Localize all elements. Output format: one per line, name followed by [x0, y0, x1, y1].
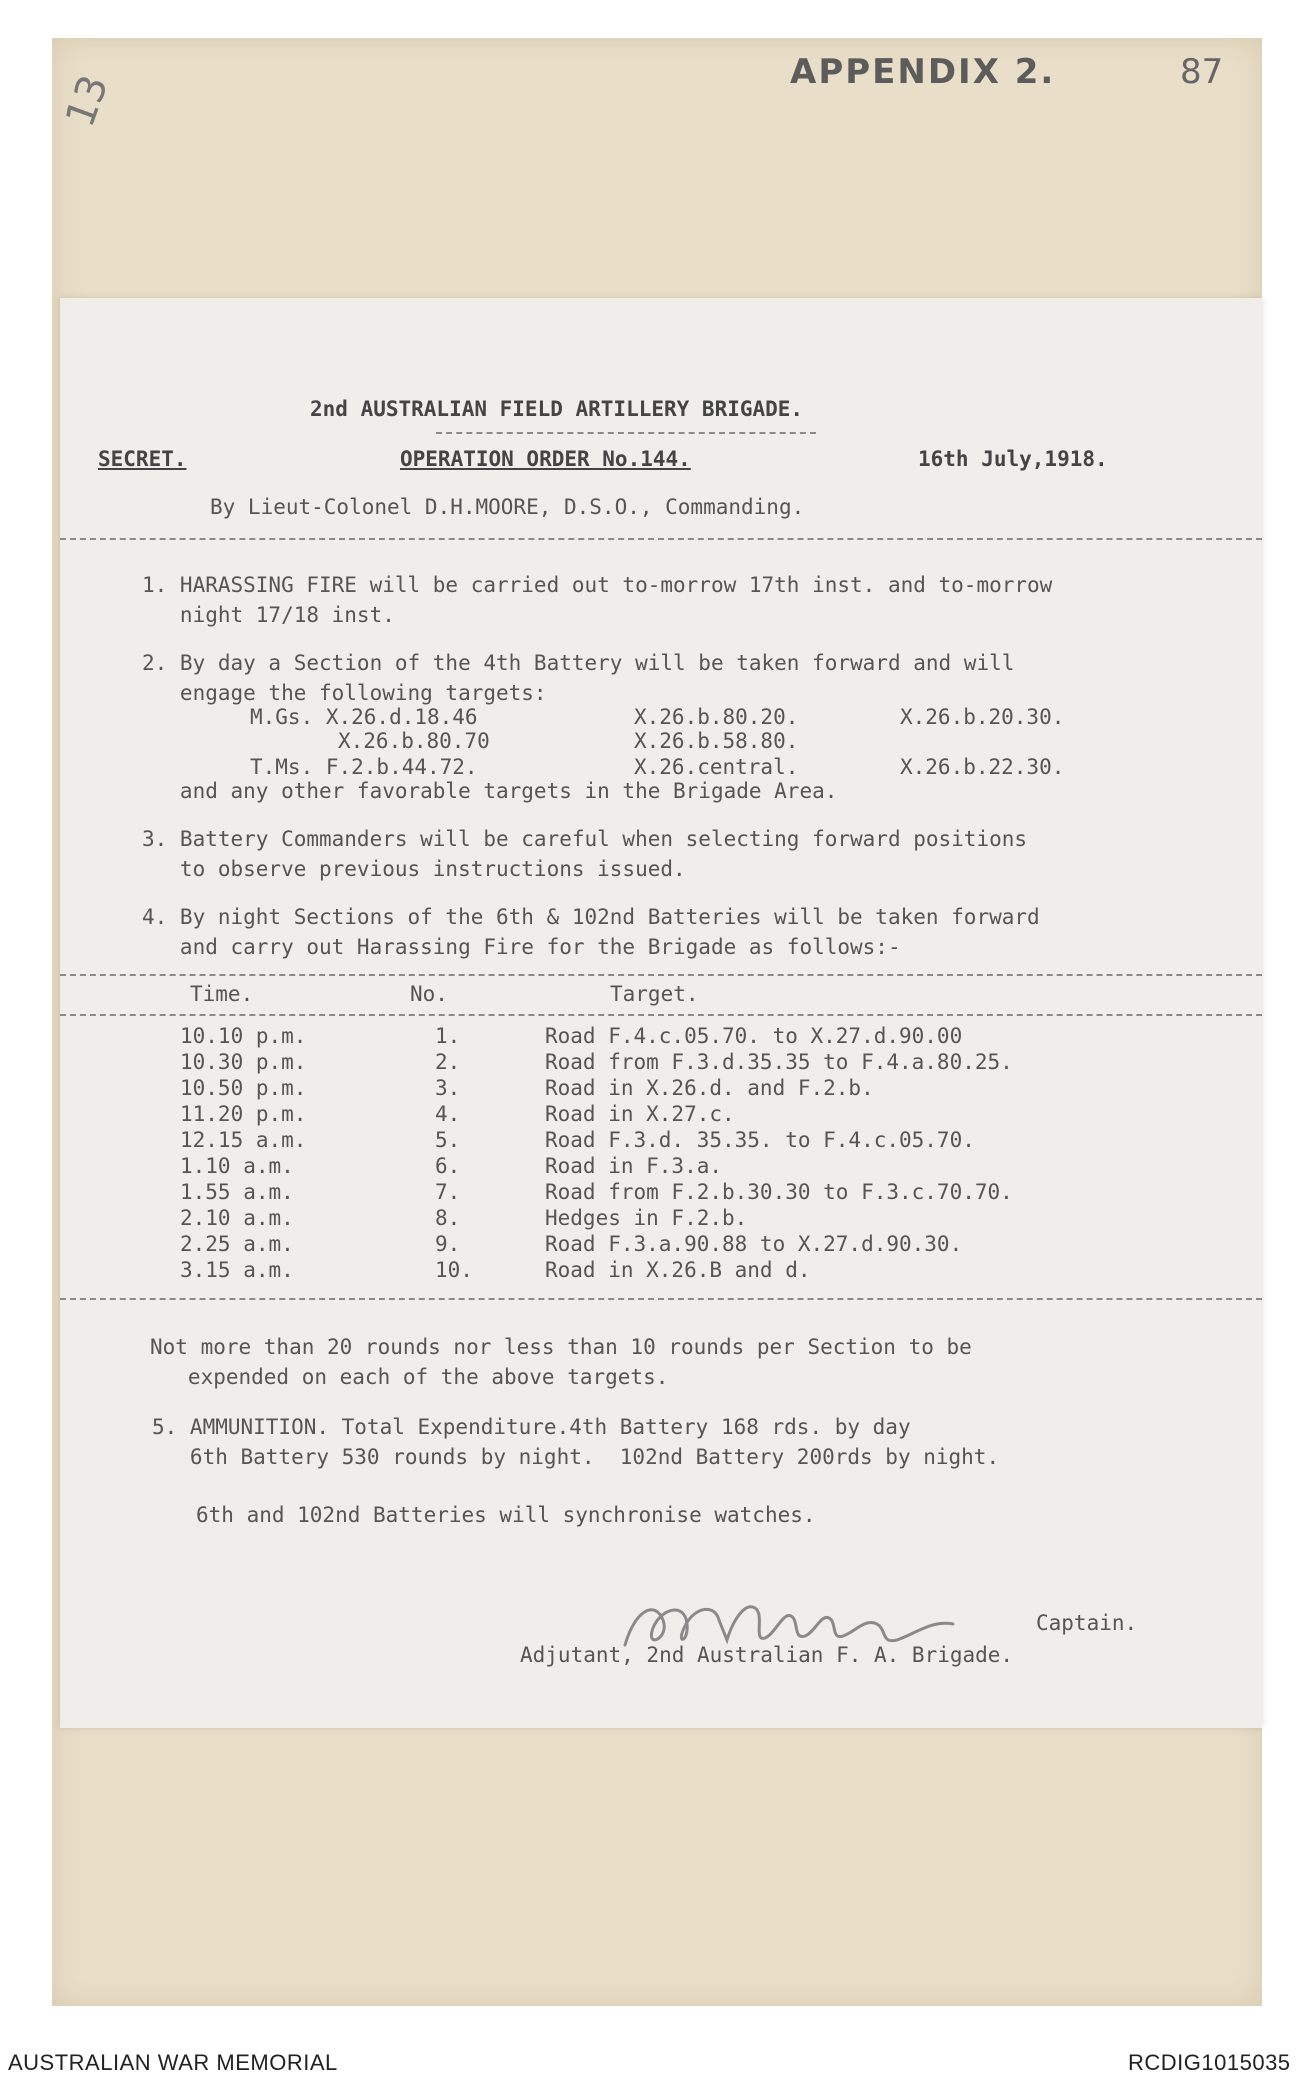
target-cell: Road in F.3.a. [545, 1154, 723, 1178]
paragraph-4-line-2: and carry out Harassing Fire for the Brigade as follows:- [142, 935, 901, 959]
commander-line: By Lieut-Colonel D.H.MOORE, D.S.O., Commanding. [210, 495, 805, 519]
number-cell: 10. [435, 1258, 473, 1282]
time-cell: 1.10 a.m. [180, 1154, 294, 1178]
time-cell: 3.15 a.m. [180, 1258, 294, 1282]
target-cell: Road from F.3.d.35.35 to F.4.a.80.25. [545, 1050, 1013, 1074]
table-row [60, 1206, 1262, 1232]
paragraph-2-line-1: 2. By day a Section of the 4th Battery will be taken forward and will [142, 651, 1015, 675]
time-column-header: Time. [190, 982, 254, 1006]
time-cell: 11.20 p.m. [180, 1102, 307, 1126]
time-cell: 10.30 p.m. [180, 1050, 307, 1074]
heading-underline [436, 432, 816, 434]
target-cell: Hedges in F.2.b. [545, 1206, 748, 1230]
appendix-annotation: APPENDIX 2. [790, 52, 1056, 92]
number-cell: 4. [435, 1102, 461, 1126]
target-cell: Road F.3.d. 35.35. to F.4.c.05.70. [545, 1128, 975, 1152]
order-title: OPERATION ORDER No.144. [400, 447, 691, 471]
number-cell: 7. [435, 1180, 461, 1204]
brigade-heading: 2nd AUSTRALIAN FIELD ARTILLERY BRIGADE. [310, 397, 804, 421]
time-cell: 1.55 a.m. [180, 1180, 294, 1204]
target-cell: Road from F.2.b.30.30 to F.3.c.70.70. [545, 1180, 1013, 1204]
paragraph-5-line-2: 6th Battery 530 rounds by night. 102nd Battery 200rds by night. [152, 1445, 1000, 1469]
number-cell: 3. [435, 1076, 461, 1100]
target-list-cell: X.26.b.80.70 [338, 729, 490, 753]
signature-rank: Captain. [1036, 1611, 1138, 1635]
synchronise-instruction: 6th and 102nd Batteries will synchronise watches. [196, 1503, 816, 1527]
table-row [60, 1154, 1262, 1180]
table-row [60, 1102, 1262, 1128]
target-list-cell: M.Gs. X.26.d.18.46 [250, 705, 478, 729]
rounds-note-line-1: Not more than 20 rounds nor less than 10 rounds per Section to be [150, 1335, 972, 1359]
rounds-note-line-2: expended on each of the above targets. [150, 1365, 669, 1389]
target-cell: Road in X.26.d. and F.2.b. [545, 1076, 874, 1100]
paragraph-2-closing: and any other favorable targets in the Brigade Area. [142, 779, 838, 803]
target-list-cell: X.26.b.58.80. [634, 729, 799, 753]
table-row [60, 1050, 1262, 1076]
signature-title: Adjutant, 2nd Australian F. A. Brigade. [520, 1643, 1014, 1667]
paragraph-1-line-2: night 17/18 inst. [142, 603, 395, 627]
corner-mark-annotation: 13 [57, 69, 118, 133]
paragraph-5-line-1: 5. AMMUNITION. Total Expenditure.4th Battery 168 rds. by day [152, 1415, 911, 1439]
table-top-divider [60, 974, 1262, 976]
handwritten-signature [615, 1590, 975, 1660]
number-column-header: No. [410, 982, 448, 1006]
target-list-cell: X.26.b.22.30. [900, 755, 1065, 779]
paragraph-3-line-1: 3. Battery Commanders will be careful when selecting forward positions [142, 827, 1028, 851]
table-row [60, 1232, 1262, 1258]
number-cell: 1. [435, 1024, 461, 1048]
classification-label: SECRET. [98, 447, 187, 471]
table-bottom-divider [60, 1298, 1262, 1300]
table-row [60, 1180, 1262, 1206]
target-cell: Road in X.26.B and d. [545, 1258, 811, 1282]
target-cell: Road in X.27.c. [545, 1102, 735, 1126]
table-header-divider [60, 1014, 1262, 1016]
target-column-header: Target. [610, 982, 699, 1006]
paragraph-3-line-2: to observe previous instructions issued. [142, 857, 686, 881]
time-cell: 2.25 a.m. [180, 1232, 294, 1256]
header-divider [60, 538, 1262, 540]
target-list-cell: X.26.central. [634, 755, 799, 779]
footer-institution: AUSTRALIAN WAR MEMORIAL [8, 2050, 338, 2075]
operation-order-sheet [60, 298, 1262, 1728]
number-cell: 2. [435, 1050, 461, 1074]
target-list-cell: T.Ms. F.2.b.44.72. [250, 755, 478, 779]
number-cell: 8. [435, 1206, 461, 1230]
number-cell: 6. [435, 1154, 461, 1178]
paragraph-2-line-2: engage the following targets: [142, 681, 547, 705]
target-list-cell: X.26.b.20.30. [900, 705, 1065, 729]
table-header-row [60, 982, 1262, 1008]
paragraph-4-line-1: 4. By night Sections of the 6th & 102nd Batteries will be taken forward [142, 905, 1040, 929]
time-cell: 2.10 a.m. [180, 1206, 294, 1230]
target-cell: Road F.4.c.05.70. to X.27.d.90.00 [545, 1024, 963, 1048]
number-cell: 5. [435, 1128, 461, 1152]
order-date: 16th July,1918. [918, 447, 1108, 471]
table-row [60, 1076, 1262, 1102]
time-cell: 10.10 p.m. [180, 1024, 307, 1048]
table-row [60, 1128, 1262, 1154]
time-cell: 10.50 p.m. [180, 1076, 307, 1100]
target-cell: Road F.3.a.90.88 to X.27.d.90.30. [545, 1232, 963, 1256]
target-list-cell: X.26.b.80.20. [634, 705, 799, 729]
table-row [60, 1258, 1262, 1284]
number-cell: 9. [435, 1232, 461, 1256]
paragraph-1-line-1: 1. HARASSING FIRE will be carried out to-morrow 17th inst. and to-morrow [142, 573, 1053, 597]
table-row [60, 1024, 1262, 1050]
time-cell: 12.15 a.m. [180, 1128, 307, 1152]
footer-catalogue-id: RCDIG1015035 [1128, 2050, 1291, 2075]
page-number-annotation: 87 [1180, 52, 1224, 92]
